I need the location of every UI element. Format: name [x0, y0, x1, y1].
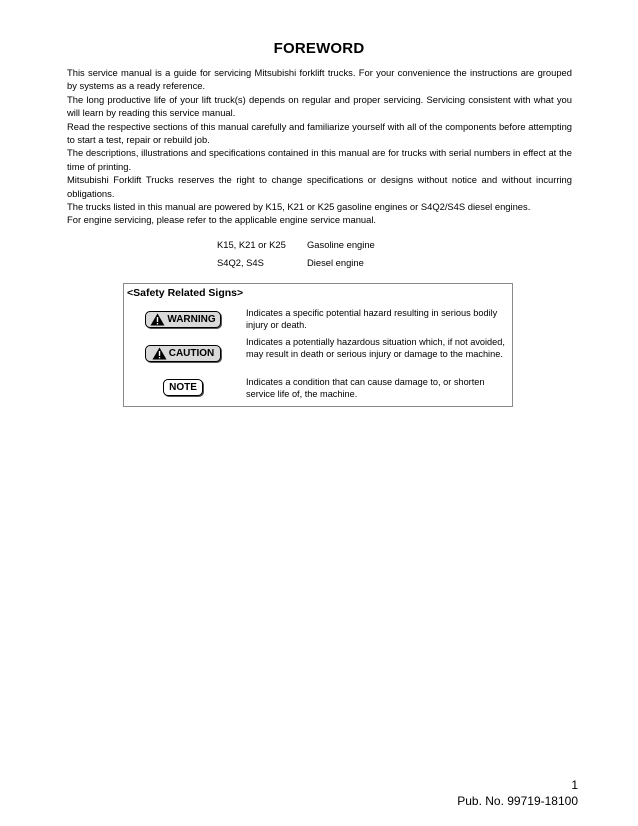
caution-description: Indicates a potentially hazardous situation which, if not avoided, may result in death or serious injury or damage to the machine.: [246, 337, 505, 359]
paragraph: For engine servicing, please refer to the applicable engine service manual.: [67, 214, 377, 226]
page-number: 1: [571, 778, 578, 792]
engine-list: [217, 236, 375, 272]
note-label: NOTE: [169, 382, 197, 393]
publication-number: Pub. No. 99719-18100: [457, 794, 578, 808]
page-title: FOREWORD: [273, 40, 365, 57]
warning-label: WARNING: [167, 314, 216, 325]
engine-model: K15, K21 or K25: [217, 239, 286, 250]
paragraph: The trucks listed in this manual are powered by K15, K21 or K25 gasoline engines or S4Q2/S4S diesel engines.: [67, 201, 531, 213]
paragraph: This service manual is a guide for servicing Mitsubishi forklift trucks. For your convenience the instructions are grouped by systems as a ready reference.: [67, 67, 572, 92]
safety-signs-title: <Safety Related Signs>: [127, 287, 244, 299]
paragraph: Read the respective sections of this manual carefully and familiarize yourself with all of the components before attempting to start a test, repair or rebuild job.: [67, 120, 572, 146]
warning-sign: [145, 311, 221, 328]
engine-type: Diesel engine: [307, 257, 364, 268]
caution-sign: [145, 345, 221, 362]
engine-model: S4Q2, S4S: [217, 257, 264, 268]
warning-description: Indicates a specific potential hazard resulting in serious bodily injury or death.: [246, 308, 498, 330]
warning-triangle-icon: [152, 347, 167, 360]
engine-type: Gasoline engine: [307, 239, 375, 250]
paragraph: Mitsubishi Forklift Trucks reserves the right to change specifications or designs without notice and without incurring obligations.: [67, 174, 572, 199]
safety-signs-box: [123, 283, 513, 407]
engine-row: [217, 236, 375, 254]
note-sign: [163, 379, 203, 396]
caution-label: CAUTION: [168, 348, 215, 359]
note-description: Indicates a condition that can cause damage to, or shorten service life of, the machine.: [246, 377, 485, 399]
paragraph: The long productive life of your lift truck(s) depends on regular and proper servicing. Servicing consistent with what you will learn by reading this service manual.: [67, 93, 572, 119]
paragraph: The descriptions, illustrations and specifications contained in this manual are for trucks with serial numbers in effect at the time of printing.: [67, 147, 572, 172]
foreword-body: [67, 66, 572, 227]
warning-triangle-icon: [150, 313, 165, 326]
engine-row: [217, 254, 375, 272]
